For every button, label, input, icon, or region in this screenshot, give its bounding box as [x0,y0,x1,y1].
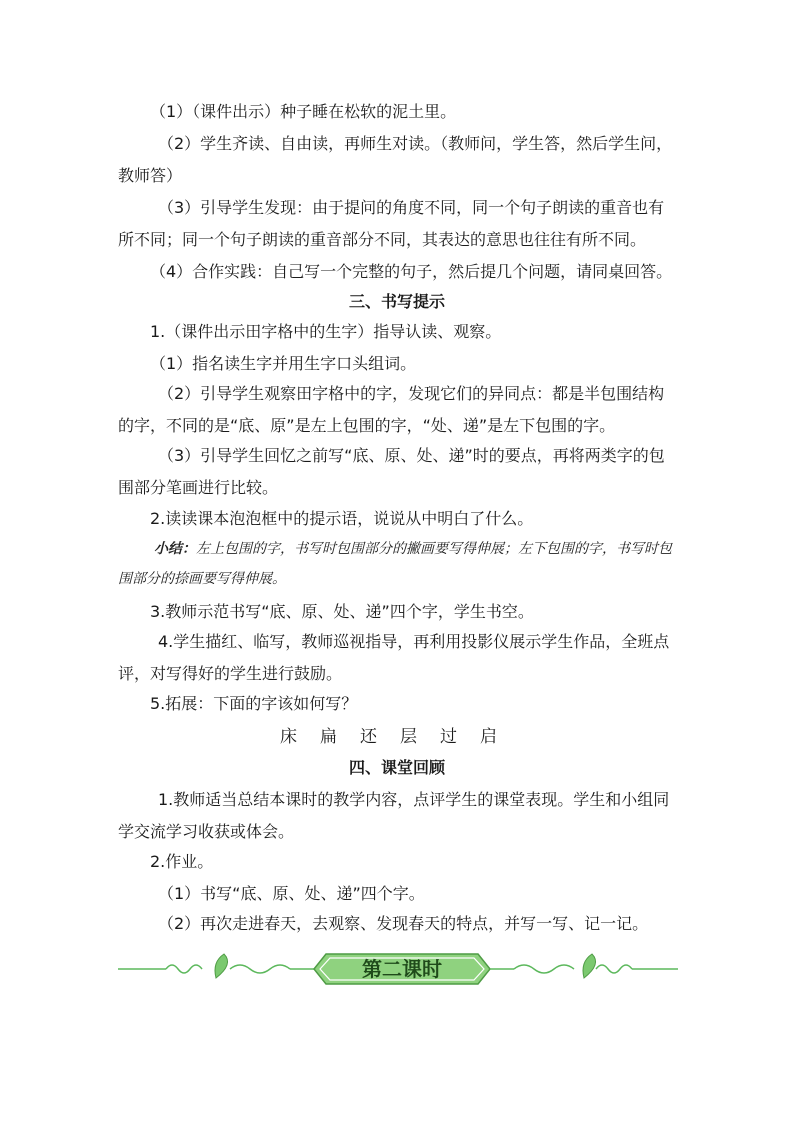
section-3-item-1a: （1）指名读生字并用生字口头组词。 [150,354,417,373]
summary-label: 小结： [154,541,196,557]
banner-graphic [118,948,678,990]
section-3-item-1b: （2）引导学生观察田字格中的字，发现它们的异同点：都是半包围结构的字，不同的是“底、原”是左上包围的字，“处、递”是左下包围的字。 [118,384,665,435]
paragraph-3: （3）引导学生发现：由于提问的角度不同，同一个句子朗读的重音也有所不同；同一个句子朗读的重音部分不同，其表达的意思也往往有所不同。 [118,198,665,249]
section-3-item-5: 5.拓展：下面的字该如何写？ [150,694,358,713]
practice-char: 还 [360,727,377,747]
section-3-item-2: 2.读读课本泡泡框中的提示语，说说从中明白了什么。 [150,509,534,528]
section-4-item-2: 2.作业。 [150,852,214,871]
summary-text: 左上包围的字，书写时包围部分的撇画要写得伸展；左下包围的字，书写时包围部分的捺画要写得伸展。 [118,541,672,587]
section-4-item-2b: （2）再次走进春天，去观察、发现春天的特点，并写一写、记一记。 [158,914,649,933]
section-4-item-1: 1.教师适当总结本课时的教学内容，点评学生的课堂表现。学生和小组同学交流学习收获或体会。 [118,790,670,841]
flourish-icon [596,965,632,973]
summary-block [118,534,678,594]
section-3-item-1: 1.（课件出示田字格中的生字）指导认读、观察。 [150,322,502,341]
section-3-item-3: 3.教师示范书写“底、原、处、递”四个字，学生书空。 [150,602,534,621]
flourish-icon [166,965,202,973]
paragraph-2: （2）学生齐读、自由读，再师生对读。（教师问，学生答，然后学生问，教师答） [118,134,673,185]
banner-title: 第二课时 [362,957,442,981]
paragraph-1: （1）（课件出示）种子睡在松软的泥土里。 [150,102,457,121]
leaf-icon [583,954,596,978]
leaf-icon [215,954,228,978]
practice-characters [280,722,520,747]
section-4-heading: 四、课堂回顾 [348,758,445,777]
section-3-item-4: 4.学生描红、临写，教师巡视指导，再利用投影仪展示学生作品，全班点评，对写得好的学生进行鼓励。 [118,632,670,683]
practice-char: 过 [440,727,457,747]
lesson-banner [118,948,678,990]
section-3-heading: 三、书写提示 [348,292,445,311]
section-3-item-1c: （3）引导学生回忆之前写“底、原、处、递”时的要点，再将两类字的包围部分笔画进行比较。 [118,446,665,497]
practice-char: 扁 [320,727,337,747]
practice-char: 层 [400,727,417,747]
practice-char: 启 [480,727,497,747]
practice-char: 床 [280,727,297,747]
section-4-item-2a: （1）书写“底、原、处、递”四个字。 [158,884,425,903]
paragraph-4: （4）合作实践：自己写一个完整的句子，然后提几个问题，请同桌回答。 [150,262,673,281]
